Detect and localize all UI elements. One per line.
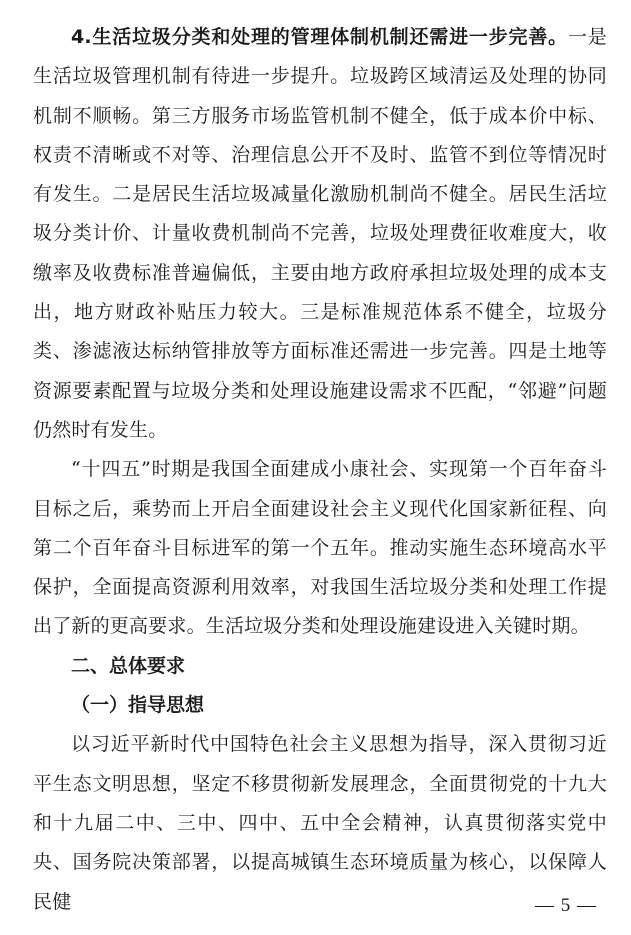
fourteenth-five-year-paragraph: “十四五”时期是我国全面建成小康社会、实现第一个百年奋斗目标之后，乘势而上开启全面建设社会主义现代化国家新征程、向第二个百年奋斗目标进军的第一个五年。推动实施生态环境高水平保护，全面提高资源利用效率，对我国生活垃圾分类和处理工作提出了新的更高要求。生活垃圾分类和处理设施建设进入关键时期。 [33, 458, 607, 638]
section-heading-overall-requirements: 二、总体要求 [71, 654, 186, 677]
section4-paragraph [33, 18, 607, 450]
section4-body: 一是生活垃圾管理机制有待进一步提升。垃圾跨区域清运及处理的协同机制不顺畅。第三方服务市场监管机制不健全，低于成本价中标、权责不清晰或不对等、治理信息公开不及时、监管不到位等情况时有发生。二是居民生活垃圾减量化激励机制尚不健全。居民生活垃圾分类计价、计量收费机制尚不完善，垃圾处理费征收难度大，收缴率及收费标准普遍偏低，主要由地方政府承担垃圾处理的成本支出，地方财政补贴压力较大。三是标准规范体系不健全，垃圾分类、渗滤液达标纳管排放等方面标准还需进一步完善。四是土地等资源要素配置与垃圾分类和处理设施建设需求不匹配，“邻避”问题仍然时有发生。 [33, 26, 607, 441]
page-number: — 5 — [535, 895, 597, 916]
section4-lead: 4.生活垃圾分类和处理的管理体制机制还需进一步完善。 [71, 26, 568, 48]
document-page [33, 18, 607, 922]
guiding-ideology-paragraph: 以习近平新时代中国特色社会主义思想为指导，深入贯彻习近平生态文明思想，坚定不移贯彻新发展理念，全面贯彻党的十九大和十九届二中、三中、四中、五中全会精神，认真贯彻落实党中央、国务院决策部署，以提高城镇生态环境质量为核心，以保障人民健 [33, 733, 607, 913]
subsection-heading-guiding-ideology: （一）指导思想 [71, 694, 205, 717]
